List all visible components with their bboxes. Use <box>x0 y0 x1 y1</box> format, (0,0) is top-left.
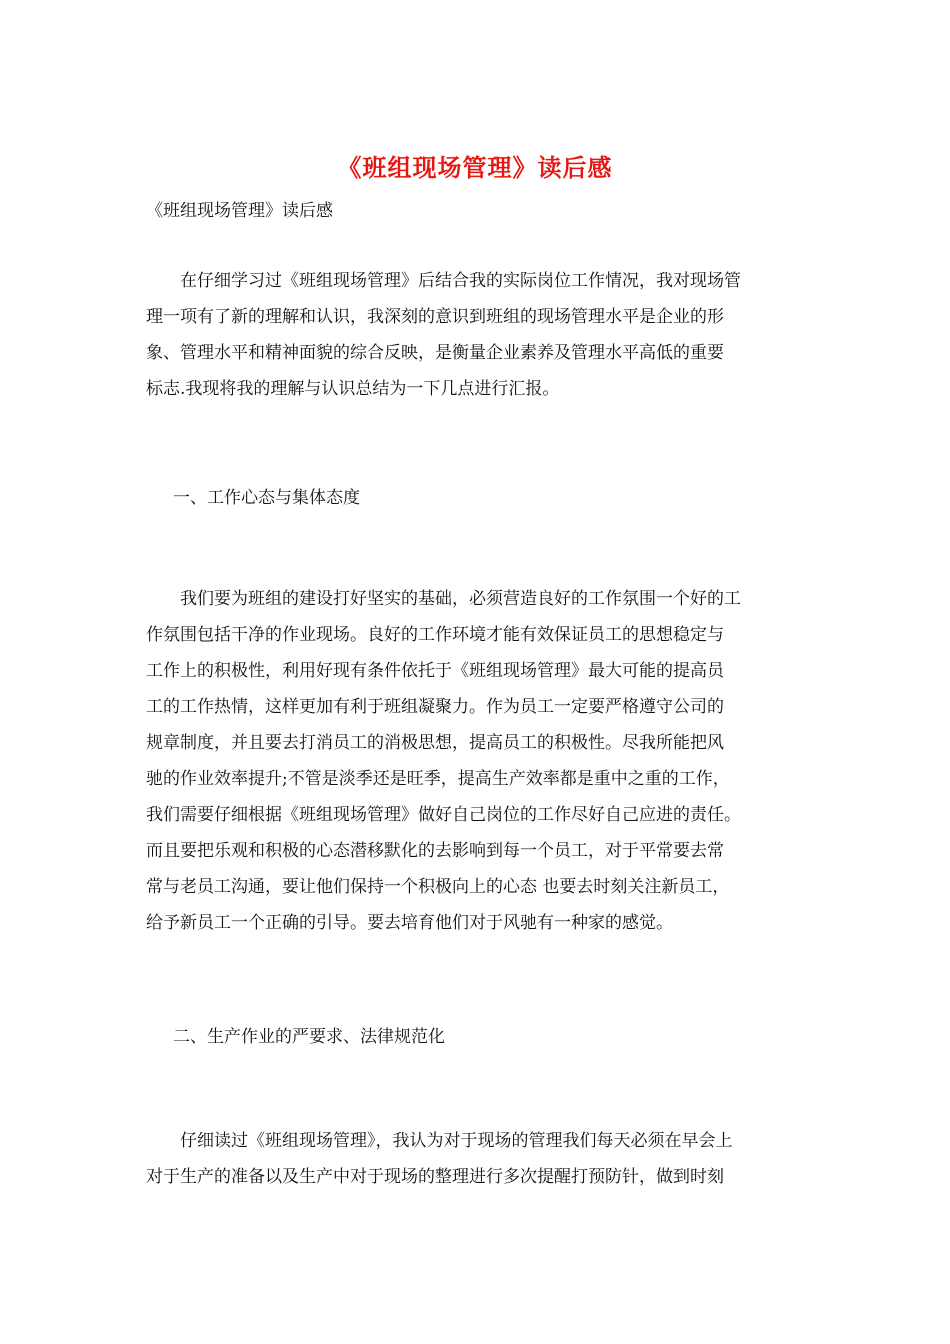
section-2-heading: 二、生产作业的严要求、法律规范化 <box>173 1027 445 1047</box>
paragraph-line: 而且要把乐观和积极的心态潜移默化的去影响到每一个员工，对于平常要去常 <box>146 841 724 861</box>
paragraph-line: 理一项有了新的理解和认识，我深刻的意识到班组的现场管理水平是企业的形 <box>146 307 724 327</box>
document-title: 《班组现场管理》读后感 <box>337 153 613 182</box>
paragraph-line: 在仔细学习过《班组现场管理》后结合我的实际岗位工作情况，我对现场管 <box>146 271 741 291</box>
paragraph-line: 作氛围包括干净的作业现场。良好的工作环境才能有效保证员工的思想稳定与 <box>146 625 724 645</box>
paragraph-line: 我们要为班组的建设打好坚实的基础，必须营造良好的工作氛围一个好的工 <box>146 589 741 609</box>
paragraph-line: 象、管理水平和精神面貌的综合反映，是衡量企业素养及管理水平高低的重要 <box>146 343 724 363</box>
section-1-heading: 一、工作心态与集体态度 <box>173 488 360 508</box>
paragraph-line: 仔细读过《班组现场管理》，我认为对于现场的管理我们每天必须在早会上 <box>146 1131 733 1151</box>
paragraph-line: 工作上的积极性，利用好现有条件依托于《班组现场管理》最大可能的提高员 <box>146 661 724 681</box>
paragraph-line: 驰的作业效率提升;不管是淡季还是旺季，提高生产效率都是重中之重的工作， <box>146 769 730 789</box>
section-1-paragraph <box>146 581 806 941</box>
paragraph-line: 标志.我现将我的理解与认识总结为一下几点进行汇报。 <box>146 379 560 399</box>
paragraph-line: 常与老员工沟通，要让他们保持一个积极向上的心态 也要去时刻关注新员工， <box>146 877 730 897</box>
paragraph-line: 我们需要仔细根据《班组现场管理》做好自己岗位的工作尽好自己应进的责任。 <box>146 805 741 825</box>
paragraph-line: 给予新员工一个正确的引导。要去培育他们对于风驰有一种家的感觉。 <box>146 913 673 933</box>
paragraph-line: 规章制度，并且要去打消员工的消极思想，提高员工的积极性。尽我所能把风 <box>146 733 724 753</box>
document-subtitle: 《班组现场管理》读后感 <box>146 201 333 221</box>
paragraph-line: 对于生产的准备以及生产中对于现场的整理进行多次提醒打预防针，做到时刻 <box>146 1167 724 1187</box>
section-2-paragraph <box>146 1123 806 1195</box>
paragraph-line: 工的工作热情，这样更加有利于班组凝聚力。作为员工一定要严格遵守公司的 <box>146 697 724 717</box>
intro-paragraph <box>146 263 806 407</box>
